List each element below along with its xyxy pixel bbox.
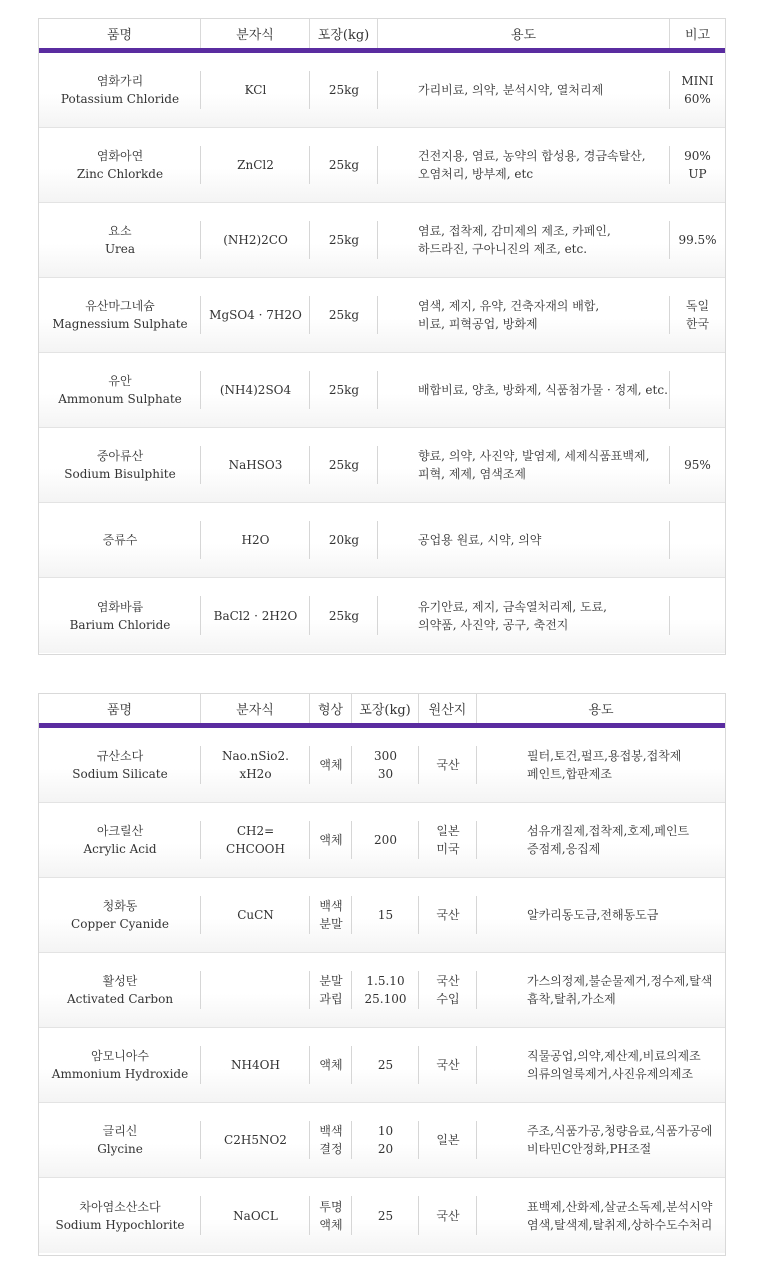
product-name bbox=[39, 878, 201, 952]
usage bbox=[477, 953, 725, 1027]
formula bbox=[201, 278, 310, 352]
product-name-line: Urea bbox=[104, 242, 136, 256]
package bbox=[310, 278, 378, 352]
package-line: 20kg bbox=[328, 533, 360, 547]
formula-line: CuCN bbox=[237, 908, 274, 922]
note bbox=[670, 428, 725, 502]
package bbox=[310, 503, 378, 577]
product-name bbox=[39, 728, 201, 802]
formula bbox=[201, 728, 310, 802]
usage-line: 비타민C안정화,PH조절 bbox=[527, 1142, 652, 1156]
note bbox=[670, 503, 725, 577]
table-header bbox=[39, 19, 725, 53]
usage-line: 의약품, 사진약, 공구, 축전지 bbox=[418, 617, 569, 632]
product-name-line: Zinc Chlorkde bbox=[76, 167, 164, 181]
product-name-line: 염화바륨 bbox=[96, 599, 144, 614]
product-name bbox=[39, 353, 201, 427]
formula bbox=[201, 203, 310, 277]
table-row bbox=[39, 278, 725, 353]
form-line: 과립 bbox=[319, 992, 343, 1006]
formula-line: xH2o bbox=[239, 767, 272, 781]
usage-line: 향료, 의약, 사진약, 발염제, 세제식품표백제, bbox=[418, 449, 650, 463]
package-line: 25kg bbox=[328, 233, 360, 247]
note-line: 독일 bbox=[685, 299, 710, 313]
table-row bbox=[39, 203, 725, 278]
usage-line: 주조,식품가공,청량음료,식품가공에 bbox=[527, 1124, 713, 1138]
package bbox=[310, 53, 378, 127]
form-line: 액체 bbox=[319, 833, 343, 847]
usage bbox=[378, 353, 670, 427]
product-name-line: Sodium Hypochlorite bbox=[55, 1217, 185, 1232]
origin bbox=[419, 803, 477, 877]
usage bbox=[378, 428, 670, 502]
package bbox=[310, 203, 378, 277]
usage-line: 필터,토건,펄프,용접봉,접착제 bbox=[527, 749, 682, 763]
usage-line: 염료, 접착제, 감미제의 제조, 카페인, bbox=[418, 224, 611, 238]
header-name: 품명 bbox=[39, 694, 201, 723]
usage-line: 비료, 피혁공업, 방화제 bbox=[418, 317, 538, 331]
header-usage: 용도 bbox=[378, 19, 670, 48]
product-name-line: 염화가리 bbox=[96, 74, 144, 88]
product-name-line: 유산마그네슘 bbox=[85, 299, 155, 313]
usage-line: 섬유개질제,접착제,호제,페인트 bbox=[527, 824, 690, 838]
package-line: 15 bbox=[377, 908, 394, 922]
product-name-line: Sodium Bisulphite bbox=[64, 467, 176, 481]
package-line: 25kg bbox=[328, 83, 360, 97]
formula-line: H2O bbox=[241, 533, 270, 547]
note-line: 한국 bbox=[685, 317, 710, 331]
package bbox=[352, 1178, 419, 1253]
usage bbox=[378, 53, 670, 127]
product-name-line: 암모니아수 bbox=[91, 1049, 149, 1063]
formula bbox=[201, 428, 310, 502]
product-name-line: Copper Cyanide bbox=[71, 917, 169, 931]
product-name-line: 유안 bbox=[108, 374, 132, 388]
package-line: 20 bbox=[377, 1142, 394, 1156]
header-package: 포장(kg) bbox=[310, 19, 378, 48]
product-name bbox=[39, 578, 201, 653]
form-line: 결정 bbox=[319, 1142, 343, 1156]
origin-line: 일본 bbox=[436, 1133, 460, 1147]
table-header bbox=[39, 694, 725, 728]
package bbox=[352, 1028, 419, 1102]
usage-line: 표백제,산화제,살균소독제,분석시약 bbox=[527, 1199, 713, 1214]
formula-line: (NH2)2CO bbox=[223, 233, 288, 247]
formula-line: CHCOOH bbox=[226, 842, 285, 856]
formula-line: NH4OH bbox=[231, 1058, 280, 1072]
package-line: 25kg bbox=[328, 458, 360, 472]
product-name-line: 요소 bbox=[108, 224, 132, 238]
formula-line: MgSO4 · 7H2O bbox=[209, 308, 302, 322]
form-line: 분말 bbox=[319, 917, 343, 931]
note bbox=[670, 353, 725, 427]
origin-line: 수입 bbox=[436, 992, 460, 1006]
product-name bbox=[39, 1103, 201, 1177]
product-name-line: 차아염소산소다 bbox=[79, 1199, 161, 1214]
table-row bbox=[39, 953, 725, 1028]
note bbox=[670, 53, 725, 127]
origin bbox=[419, 953, 477, 1027]
note-line: 95% bbox=[684, 458, 711, 472]
table-row bbox=[39, 803, 725, 878]
package bbox=[352, 953, 419, 1027]
usage-line: 흡착,탈취,가소제 bbox=[527, 992, 616, 1006]
product-name bbox=[39, 953, 201, 1027]
header-package: 포장(kg) bbox=[352, 694, 419, 723]
formula-line: (NH4)2SO4 bbox=[219, 383, 292, 397]
table-body bbox=[39, 728, 725, 1253]
product-name-line: 청화동 bbox=[102, 899, 138, 913]
product-name bbox=[39, 128, 201, 202]
form-line: 액체 bbox=[319, 1058, 343, 1072]
formula bbox=[201, 953, 310, 1027]
formula-line: BaCl2 · 2H2O bbox=[213, 608, 298, 623]
package-line: 300 bbox=[374, 749, 397, 763]
usage bbox=[378, 578, 670, 653]
table-row bbox=[39, 503, 725, 578]
usage-line: 가리비료, 의약, 분석시약, 열처리제 bbox=[418, 83, 604, 97]
form-line: 액체 bbox=[319, 1217, 343, 1232]
usage-line: 유기안료, 제지, 금속열처리제, 도료, bbox=[418, 599, 607, 614]
table-row bbox=[39, 353, 725, 428]
usage-line: 염색, 제지, 유약, 건축자재의 배합, bbox=[418, 299, 600, 313]
formula bbox=[201, 128, 310, 202]
usage bbox=[477, 803, 725, 877]
form bbox=[310, 1103, 352, 1177]
table-row bbox=[39, 1178, 725, 1253]
product-name-line: Acrylic Acid bbox=[83, 842, 157, 856]
product-name-line: 규산소다 bbox=[96, 749, 144, 763]
header-name: 품명 bbox=[39, 19, 201, 48]
formula bbox=[201, 1178, 310, 1253]
package-line: 1.5.10 bbox=[366, 974, 405, 988]
product-name bbox=[39, 803, 201, 877]
product-name-line: Ammonium Hydroxide bbox=[51, 1067, 189, 1081]
header-formula: 분자식 bbox=[201, 19, 310, 48]
product-name bbox=[39, 203, 201, 277]
product-name-line: Barium Chloride bbox=[69, 617, 171, 632]
table-row bbox=[39, 1028, 725, 1103]
usage-line: 페인트,합판제조 bbox=[527, 767, 612, 781]
origin bbox=[419, 878, 477, 952]
origin-line: 일본 bbox=[436, 824, 460, 838]
header-formula: 분자식 bbox=[201, 694, 310, 723]
package bbox=[310, 428, 378, 502]
origin-line: 국산 bbox=[436, 758, 460, 772]
package-line: 30 bbox=[377, 767, 394, 781]
usage-line: 피혁, 제제, 염색조제 bbox=[418, 467, 526, 481]
product-name-line: Activated Carbon bbox=[66, 992, 174, 1006]
package bbox=[310, 578, 378, 653]
table-row bbox=[39, 578, 725, 653]
product-name-line: Glycine bbox=[97, 1142, 143, 1156]
note bbox=[670, 278, 725, 352]
note bbox=[670, 578, 725, 653]
form-line: 분말 bbox=[319, 974, 343, 988]
header-origin: 원산지 bbox=[419, 694, 477, 723]
package-line: 25kg bbox=[328, 308, 360, 322]
usage-line: 증점제,응집제 bbox=[527, 842, 601, 856]
product-table-2 bbox=[38, 693, 726, 1256]
form-line: 액체 bbox=[319, 758, 343, 772]
package-line: 25.100 bbox=[364, 992, 407, 1006]
product-name bbox=[39, 1178, 201, 1253]
product-name bbox=[39, 503, 201, 577]
formula-line: NaHSO3 bbox=[228, 458, 283, 472]
formula-line: NaOCL bbox=[233, 1208, 278, 1223]
form-line: 투명 bbox=[319, 1199, 343, 1214]
origin-line: 국산 bbox=[436, 974, 460, 988]
formula bbox=[201, 578, 310, 653]
note-line: 99.5% bbox=[678, 233, 717, 247]
usage bbox=[477, 1103, 725, 1177]
formula-line: ZnCl2 bbox=[237, 158, 274, 172]
origin-line: 국산 bbox=[436, 1058, 460, 1072]
package-line: 200 bbox=[374, 833, 397, 847]
formula bbox=[201, 803, 310, 877]
header-note: 비고 bbox=[684, 28, 711, 43]
package bbox=[352, 728, 419, 802]
product-name-line: 글리신 bbox=[102, 1124, 138, 1138]
usage bbox=[477, 1028, 725, 1102]
table-row bbox=[39, 878, 725, 953]
usage bbox=[378, 128, 670, 202]
usage-line: 건전지용, 염료, 농약의 합성용, 경금속탈산, bbox=[418, 149, 646, 163]
usage-line: 오염처리, 방부제, etc bbox=[418, 167, 534, 181]
usage-line: 배합비료, 양초, 방화제, 식품첨가물 · 정제, etc. bbox=[418, 383, 668, 397]
product-name-line: 염화아연 bbox=[96, 149, 144, 163]
origin bbox=[419, 728, 477, 802]
usage bbox=[477, 728, 725, 802]
product-name-line: 활성탄 bbox=[102, 974, 138, 988]
formula-line: Nao.nSio2. bbox=[222, 749, 289, 763]
formula bbox=[201, 1103, 310, 1177]
package-line: 25 bbox=[377, 1058, 394, 1072]
product-name-line: 증류수 bbox=[102, 533, 138, 547]
usage bbox=[477, 878, 725, 952]
usage-line: 공업용 원료, 시약, 의약 bbox=[418, 533, 542, 547]
usage-line: 직물공업,의약,제산제,비료의제조 bbox=[527, 1049, 701, 1063]
package-line: 25kg bbox=[328, 608, 360, 623]
table-row bbox=[39, 728, 725, 803]
formula bbox=[201, 1028, 310, 1102]
package-line: 10 bbox=[377, 1124, 394, 1138]
formula bbox=[201, 878, 310, 952]
note-line: 60% bbox=[684, 92, 711, 106]
usage-line: 가스의정제,불순물제거,정수제,탈색 bbox=[527, 974, 713, 988]
product-name-line: Ammonum Sulphate bbox=[58, 392, 182, 406]
table-row bbox=[39, 1103, 725, 1178]
formula-line: CH2= bbox=[236, 824, 275, 838]
usage bbox=[378, 503, 670, 577]
usage-line: 의류의얼룩제거,사진유제의제조 bbox=[527, 1067, 694, 1081]
origin bbox=[419, 1103, 477, 1177]
origin-line: 미국 bbox=[436, 842, 460, 856]
formula bbox=[201, 353, 310, 427]
origin-line: 국산 bbox=[436, 1208, 460, 1223]
form-line: 백색 bbox=[319, 899, 343, 913]
note-line: UP bbox=[688, 167, 707, 181]
note bbox=[670, 203, 725, 277]
product-name-line: Potassium Chloride bbox=[60, 92, 180, 106]
product-name bbox=[39, 53, 201, 127]
form bbox=[310, 953, 352, 1027]
usage-line: 염색,탈색제,탈취제,상하수도수처리 bbox=[527, 1217, 713, 1232]
form bbox=[310, 1028, 352, 1102]
table-row bbox=[39, 53, 725, 128]
formula bbox=[201, 503, 310, 577]
header-usage: 용도 bbox=[588, 703, 614, 718]
package bbox=[310, 353, 378, 427]
origin-line: 국산 bbox=[436, 908, 460, 922]
form bbox=[310, 878, 352, 952]
product-name-line: Magnessium Sulphate bbox=[52, 317, 188, 331]
form bbox=[310, 803, 352, 877]
usage-line: 알카리동도금,전해동도금 bbox=[527, 908, 659, 922]
product-name-line: Sodium Silicate bbox=[72, 767, 168, 781]
product-name bbox=[39, 1028, 201, 1102]
product-name bbox=[39, 428, 201, 502]
form bbox=[310, 1178, 352, 1253]
header-form: 형상 bbox=[310, 694, 352, 723]
formula-line: KCl bbox=[244, 83, 267, 97]
usage-line: 하드라진, 구아니진의 제조, etc. bbox=[418, 242, 588, 256]
form bbox=[310, 728, 352, 802]
table-body bbox=[39, 53, 725, 653]
package bbox=[352, 878, 419, 952]
product-name-line: 아크릴산 bbox=[96, 824, 144, 838]
package-line: 25kg bbox=[328, 158, 360, 172]
formula bbox=[201, 53, 310, 127]
form-line: 백색 bbox=[319, 1124, 343, 1138]
product-name bbox=[39, 278, 201, 352]
usage bbox=[378, 278, 670, 352]
package-line: 25kg bbox=[328, 383, 360, 397]
usage bbox=[378, 203, 670, 277]
formula-line: C2H5NO2 bbox=[224, 1133, 287, 1147]
product-table-1 bbox=[38, 18, 726, 655]
table-row bbox=[39, 128, 725, 203]
note-line: 90% bbox=[684, 149, 711, 163]
usage bbox=[477, 1178, 725, 1253]
package bbox=[310, 128, 378, 202]
table-row bbox=[39, 428, 725, 503]
package bbox=[352, 1103, 419, 1177]
note bbox=[670, 128, 725, 202]
product-name-line: 중아류산 bbox=[96, 449, 144, 463]
note-line: MINI bbox=[681, 74, 714, 88]
package-line: 25 bbox=[377, 1208, 394, 1223]
origin bbox=[419, 1028, 477, 1102]
package bbox=[352, 803, 419, 877]
origin bbox=[419, 1178, 477, 1253]
